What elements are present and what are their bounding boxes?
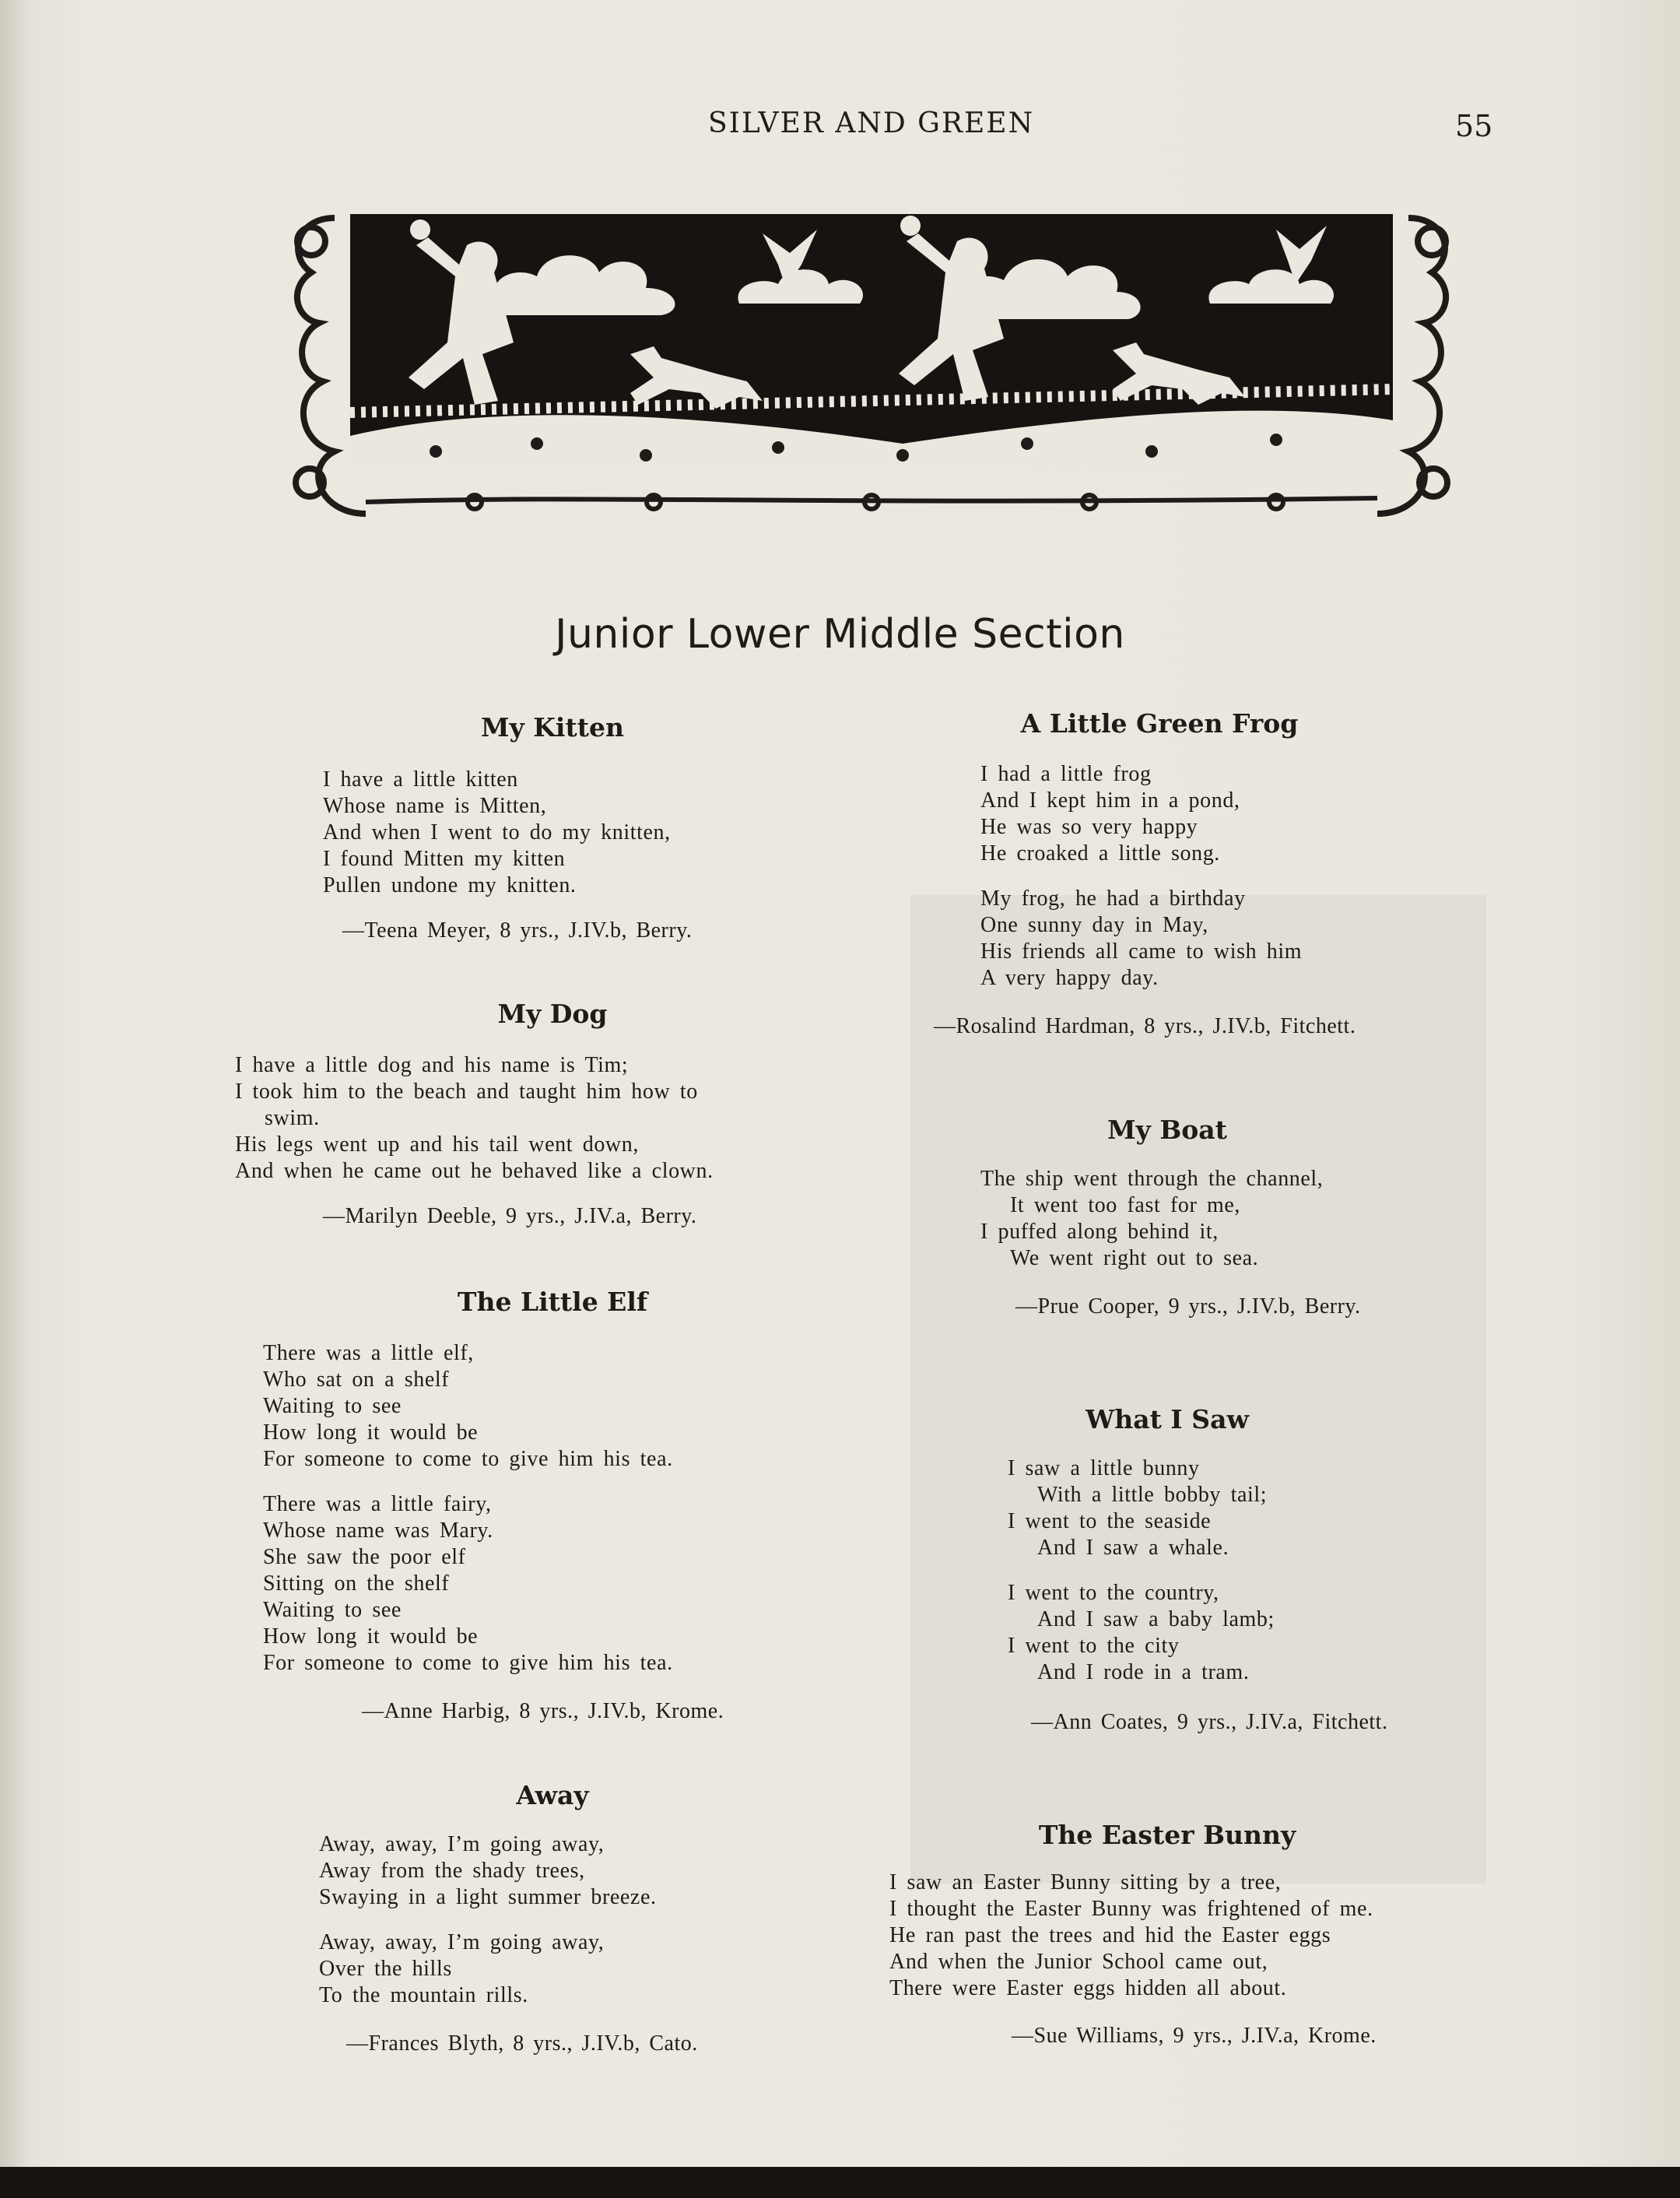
poem-line: For someone to come to give him his tea. bbox=[263, 1651, 673, 1675]
poem-credit: —Frances Blyth, 8 yrs., J.IV.b, Cato. bbox=[346, 2031, 698, 2056]
poem-line: Waiting to see bbox=[263, 1394, 402, 1418]
poem-line: There was a little fairy, bbox=[263, 1492, 492, 1516]
poem-line: His friends all came to wish him bbox=[980, 939, 1303, 964]
poem-my-kitten bbox=[323, 767, 671, 899]
poem-title-away: Away bbox=[516, 1780, 589, 1810]
show-through-shadow bbox=[910, 895, 1486, 1884]
poem-credit: —Sue Williams, 9 yrs., J.IV.a, Krome. bbox=[1012, 2024, 1377, 2048]
poem-line: And I saw a whale. bbox=[1037, 1536, 1229, 1560]
poem-line: Away, away, I’m going away, bbox=[319, 1832, 605, 1856]
poem-line: Who sat on a shelf bbox=[263, 1368, 450, 1392]
poem-line: I have a little kitten bbox=[323, 767, 518, 792]
poem-credit: —Ann Coates, 9 yrs., J.IV.a, Fitchett. bbox=[1031, 1710, 1388, 1734]
poem-line: His legs went up and his tail went down, bbox=[235, 1132, 639, 1157]
poem-credit: —Teena Meyer, 8 yrs., J.IV.b, Berry. bbox=[342, 918, 693, 943]
poem-line: He croaked a little song. bbox=[980, 841, 1220, 866]
poem-away bbox=[319, 1831, 657, 2009]
poem-line: Swaying in a light summer breeze. bbox=[319, 1885, 657, 1909]
poem-what-i-saw bbox=[1008, 1455, 1275, 1686]
poem-line: She saw the poor elf bbox=[263, 1545, 466, 1569]
poem-line: For someone to come to give him his tea. bbox=[263, 1447, 673, 1471]
poem-line: I thought the Easter Bunny was frightened of me. bbox=[889, 1897, 1373, 1921]
poem-title-my-dog: My Dog bbox=[497, 999, 608, 1029]
poem-line: It went too fast for me, bbox=[1010, 1193, 1240, 1217]
poem-credit: —Rosalind Hardman, 8 yrs., J.IV.b, Fitchett. bbox=[934, 1014, 1356, 1038]
poem-credit: —Prue Cooper, 9 yrs., J.IV.b, Berry. bbox=[1015, 1294, 1361, 1318]
poem-line: Whose name was Mary. bbox=[263, 1519, 493, 1543]
poem-line: Away from the shady trees, bbox=[319, 1859, 585, 1883]
poem-line: One sunny day in May, bbox=[980, 913, 1208, 937]
poem-line: Pullen undone my knitten. bbox=[323, 873, 577, 897]
poem-little-green-frog bbox=[980, 761, 1302, 992]
poem-title-little-green-frog: A Little Green Frog bbox=[1020, 708, 1299, 739]
poem-line: I went to the country, bbox=[1008, 1581, 1219, 1605]
poem-line: I puffed along behind it, bbox=[980, 1220, 1219, 1244]
border-chain bbox=[366, 495, 1377, 509]
poem-line: I took him to the beach and taught him how to bbox=[235, 1080, 698, 1104]
poem-line: I found Mitten my kitten bbox=[323, 847, 566, 871]
poem-title-what-i-saw: What I Saw bbox=[1086, 1404, 1249, 1434]
section-title: Junior Lower Middle Section bbox=[555, 611, 1125, 658]
poem-little-elf bbox=[263, 1340, 673, 1677]
poem-line: We went right out to sea. bbox=[1010, 1246, 1259, 1270]
poem-line: He ran past the trees and hid the Easter eggs bbox=[889, 1923, 1331, 1947]
poem-line: With a little bobby tail; bbox=[1037, 1483, 1268, 1507]
poem-line: Sitting on the shelf bbox=[263, 1571, 450, 1596]
poem-line: I went to the city bbox=[1008, 1634, 1180, 1658]
poem-line: How long it would be bbox=[263, 1624, 479, 1648]
poem-line: I went to the seaside bbox=[1008, 1509, 1212, 1533]
poem-line: I saw a little bunny bbox=[1008, 1456, 1200, 1480]
poem-line: Whose name is Mitten, bbox=[323, 794, 547, 818]
poem-line: swim. bbox=[265, 1106, 320, 1130]
poem-line: I have a little dog and his name is Tim; bbox=[235, 1053, 629, 1077]
poem-line: Waiting to see bbox=[263, 1598, 402, 1622]
poem-line: He was so very happy bbox=[980, 815, 1198, 839]
poem-line: And when I went to do my knitten, bbox=[323, 820, 671, 844]
poem-line: A very happy day. bbox=[980, 966, 1159, 990]
poem-line: The ship went through the channel, bbox=[980, 1167, 1324, 1191]
poem-title-my-kitten: My Kitten bbox=[481, 712, 624, 743]
poem-line: And when the Junior School came out, bbox=[889, 1950, 1268, 1974]
poem-title-little-elf: The Little Elf bbox=[457, 1287, 648, 1317]
poem-line: To the mountain rills. bbox=[319, 1983, 528, 2007]
poem-credit: —Marilyn Deeble, 9 yrs., J.IV.a, Berry. bbox=[323, 1204, 697, 1228]
poem-line: How long it would be bbox=[263, 1420, 479, 1445]
poem-line: I saw an Easter Bunny sitting by a tree, bbox=[889, 1870, 1282, 1894]
poem-my-boat bbox=[980, 1166, 1323, 1272]
poem-credit: —Anne Harbig, 8 yrs., J.IV.b, Krome. bbox=[362, 1699, 724, 1723]
poem-my-dog bbox=[235, 1052, 714, 1185]
scan-bottom-edge bbox=[0, 2167, 1680, 2198]
poem-line: There were Easter eggs hidden all about. bbox=[889, 1976, 1287, 2000]
page-number: 55 bbox=[1455, 109, 1493, 143]
poem-line: There was a little elf, bbox=[263, 1341, 474, 1365]
poem-line: And when he came out he behaved like a clown. bbox=[235, 1159, 714, 1183]
poem-line: My frog, he had a birthday bbox=[980, 887, 1246, 911]
poem-title-easter-bunny: The Easter Bunny bbox=[1038, 1820, 1296, 1850]
banner-illustration bbox=[280, 187, 1463, 537]
poem-line: Over the hills bbox=[319, 1957, 452, 1981]
poem-line: And I rode in a tram. bbox=[1037, 1660, 1250, 1684]
running-title: SILVER AND GREEN bbox=[708, 107, 1035, 139]
poem-line: And I saw a baby lamb; bbox=[1037, 1607, 1275, 1631]
poem-line: And I kept him in a pond, bbox=[980, 788, 1240, 813]
poem-easter-bunny bbox=[889, 1870, 1373, 2002]
poem-title-my-boat: My Boat bbox=[1107, 1115, 1227, 1145]
poem-line: Away, away, I’m going away, bbox=[319, 1930, 605, 1954]
poem-line: I had a little frog bbox=[980, 762, 1152, 786]
